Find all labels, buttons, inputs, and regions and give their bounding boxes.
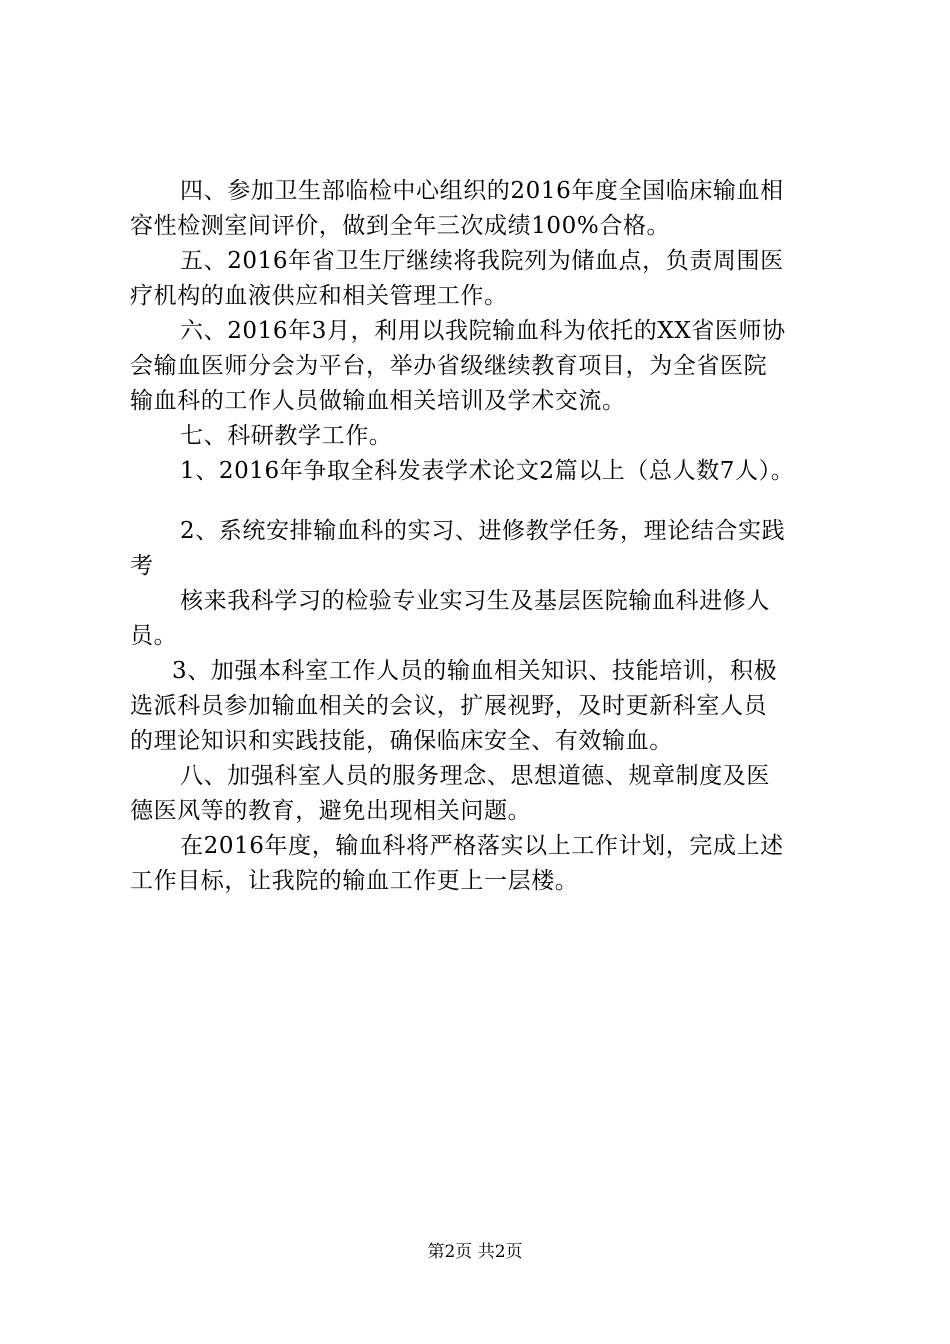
paragraph-7-heading: 七、科研教学工作。 [180,423,393,449]
item-3-line-3: 的理论知识和实践技能，确保临床安全、有效输血。 [130,728,673,754]
paragraph-4-line-1: 四、参加卫生部临检中心组织的2016年度全国临床输血相 [180,178,784,204]
paragraph-8-line-2: 德医风等的教育，避免出现相关问题。 [130,798,532,824]
item-1-line-1: 1、2016年争取全科发表学术论文2篇以上（总人数7人）。 [180,458,795,484]
page-footer: 第2页 共2页 [427,1242,523,1262]
closing-line-2: 工作目标，让我院的输血工作更上一层楼。 [130,868,579,894]
item-2-line-3: 核来我科学习的检验专业实习生及基层医院输血科进修人 [180,588,770,614]
paragraph-6-line-3: 输血科的工作人员做输血相关培训及学术交流。 [130,388,626,414]
item-3-line-2: 选派科员参加输血相关的会议，扩展视野，及时更新科室人员 [130,693,768,719]
paragraph-5-line-1: 五、2016年省卫生厅继续将我院列为储血点，负责周围医 [180,248,784,274]
paragraph-6-line-1: 六、2016年3月，利用以我院输血科为依托的XX省医师协 [180,318,786,344]
item-2-line-2: 考 [130,553,154,579]
item-3-line-1: 3、加强本科室工作人员的输血相关知识、技能培训，积极 [172,658,778,684]
closing-line-1: 在2016年度，输血科将严格落实以上工作计划，完成上述 [180,833,784,859]
paragraph-5-line-2: 疗机构的血液供应和相关管理工作。 [130,283,508,309]
paragraph-8-line-1: 八、加强科室人员的服务理念、思想道德、规章制度及医 [180,763,770,789]
paragraph-6-line-2: 会输血医师分会为平台，举办省级继续教育项目，为全省医院 [130,353,768,379]
item-2-line-1: 2、系统安排输血科的实习、进修教学任务，理论结合实践 [180,518,786,544]
item-2-line-4: 员。 [130,623,178,649]
paragraph-4-line-2: 容性检测室间评价，做到全年三次成绩100%合格。 [130,213,671,239]
